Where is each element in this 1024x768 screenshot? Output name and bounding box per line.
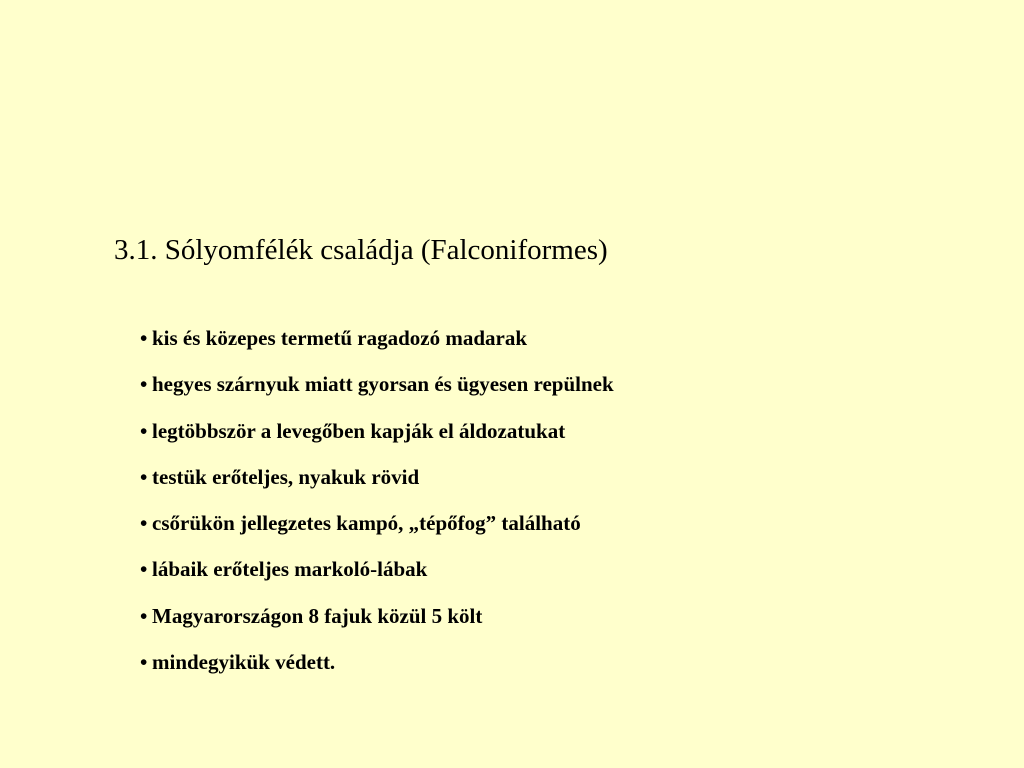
slide-title: 3.1. Sólyomfélék családja (Falconiformes): [114, 234, 608, 266]
bullet-icon: •: [140, 418, 148, 443]
list-item-text: testük erőteljes, nyakuk rövid: [152, 464, 420, 489]
list-item: [140, 500, 614, 546]
bullet-icon: •: [140, 557, 148, 582]
list-item-text: kis és közepes termetű ragadozó madarak: [152, 326, 528, 350]
bullet-icon: •: [140, 326, 148, 350]
bullet-icon: •: [140, 511, 148, 536]
list-item: [140, 546, 614, 592]
list-item: [140, 593, 614, 639]
bullet-list: [140, 315, 614, 685]
list-item-text: legtöbbször a levegőben kapják el áldozatukat: [152, 418, 566, 443]
bullet-icon: •: [140, 464, 148, 489]
bullet-icon: •: [140, 372, 148, 397]
bullet-icon: •: [140, 603, 148, 628]
list-item-text: Magyarországon 8 fajuk közül 5 költ: [152, 603, 483, 628]
list-item-text: hegyes szárnyuk miatt gyorsan és ügyesen repülnek: [152, 372, 614, 397]
list-item-text: csőrükön jellegzetes kampó, „tépőfog” található: [152, 511, 581, 536]
list-item: [140, 361, 614, 407]
list-item-text: mindegyikük védett.: [152, 650, 336, 675]
list-item-text: lábaik erőteljes markoló-lábak: [152, 557, 428, 582]
list-item: [140, 315, 614, 361]
list-item: [140, 639, 614, 685]
list-item: [140, 408, 614, 454]
bullet-icon: •: [140, 650, 148, 675]
list-item: [140, 454, 614, 500]
